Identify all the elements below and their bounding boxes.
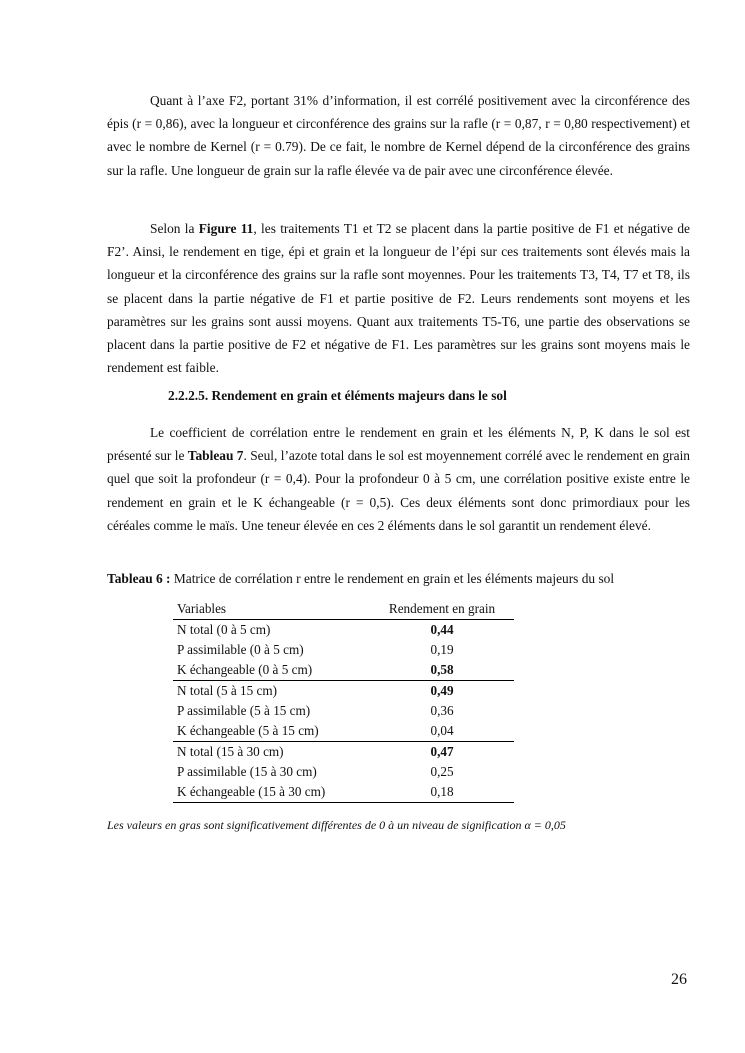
row-value: 0,44 xyxy=(430,622,454,637)
row-variable: P assimilable (5 à 15 cm) xyxy=(177,703,311,718)
header-variables: Variables xyxy=(177,601,227,616)
table-row xyxy=(173,640,514,660)
row-value: 0,49 xyxy=(430,683,454,698)
figure-reference: Figure 11 xyxy=(198,221,254,236)
row-value: 0,47 xyxy=(430,744,454,759)
row-variable: K échangeable (0 à 5 cm) xyxy=(177,662,313,677)
table-row xyxy=(173,721,514,742)
row-value: 0,18 xyxy=(430,784,454,799)
row-value: 0,04 xyxy=(430,723,454,738)
paragraph-correlation-text-a: Le coefficient de corrélation entre le rendement en grain et les éléments N, P, K dans le sol est présenté sur le xyxy=(107,425,690,464)
row-variable: N total (0 à 5 cm) xyxy=(177,622,271,637)
row-variable: P assimilable (0 à 5 cm) xyxy=(177,642,304,657)
paragraph-treatments-text-b: , les traitements T1 et T2 se placent dans la partie positive de F1 et négative de F2’. Ainsi, le rendement en tige, épi et grain et la longueur de l’épi sur ces traitements sont élevés mais la longueur et la circonférence des grains sur la rafle sont moyennes. Pour les traitements T3, T4, T7 et T8, ils se placent dans la partie négative de F1 et partie positive de F2. Leurs rendements sont moyens et les paramètres sur les grains sont aussi moyens. Quant aux traitements T5-T6, une partie des observations se placent dans la partie positive de F2 et négative de F1. Les paramètres sur les grains sont moyens mais le rendement est faible. xyxy=(107,221,690,376)
table-caption-label: Tableau 6 : xyxy=(107,571,171,586)
row-variable: N total (15 à 30 cm) xyxy=(177,744,284,759)
paragraph-axis-f2 xyxy=(107,89,690,182)
row-variable: N total (5 à 15 cm) xyxy=(177,683,277,698)
row-value: 0,25 xyxy=(430,764,454,779)
table-row xyxy=(173,701,514,721)
table-row xyxy=(173,681,514,702)
table-row xyxy=(173,782,514,803)
table-row xyxy=(173,742,514,763)
section-heading: 2.2.2.5. Rendement en grain et éléments majeurs dans le sol xyxy=(168,388,507,403)
paragraph-correlation-text-b: . Seul, l’azote total dans le sol est moyennement corrélé avec le rendement en grain quel que soit la profondeur (r = 0,4). Pour la profondeur 0 à 5 cm, une corrélation positive existe entre le rendement en grain et le K échangeable (r = 0,5). Ces deux éléments sont donc primordiaux pour les céréales comme le maïs. Une teneur élevée en ces 2 éléments dans le sol garantit un rendement élevé. xyxy=(107,448,690,533)
header-yield: Rendement en grain xyxy=(388,601,496,616)
table-note: Les valeurs en gras sont significativement différentes de 0 à un niveau de signification α = 0,05 xyxy=(107,818,566,832)
table-reference: Tableau 7 xyxy=(187,448,244,464)
paragraph-treatments-text-a: Selon la xyxy=(150,221,199,236)
table-row xyxy=(173,620,514,641)
page-number: 26 xyxy=(671,971,687,988)
table-caption xyxy=(107,571,707,587)
correlation-table xyxy=(173,599,514,803)
table-caption-text: Matrice de corrélation r entre le rendement en grain et les éléments majeurs du sol xyxy=(170,571,615,586)
table-header-row xyxy=(173,599,514,620)
row-variable: K échangeable (5 à 15 cm) xyxy=(177,723,319,738)
table-row xyxy=(173,660,514,681)
paragraph-axis-f2-text: Quant à l’axe F2, portant 31% d’information, il est corrélé positivement avec la circonférence des épis (r = 0,86), avec la longueur et circonférence des grains sur la rafle (r = 0,87, r = 0,80 respectivement) et avec le nombre de Kernel (r = 0.79). De ce fait, le nombre de Kernel dépend de la circonférence des grains sur la rafle. Une longueur de grain sur la rafle élevée va de pair avec une circonférence élevée. xyxy=(107,93,690,178)
row-value: 0,36 xyxy=(430,703,454,718)
row-variable: P assimilable (15 à 30 cm) xyxy=(177,764,317,779)
row-variable: K échangeable (15 à 30 cm) xyxy=(177,784,326,799)
paragraph-treatments xyxy=(107,217,690,379)
row-value: 0,19 xyxy=(430,642,454,657)
table-row xyxy=(173,762,514,782)
paragraph-correlation xyxy=(107,421,690,537)
row-value: 0,58 xyxy=(430,662,454,677)
